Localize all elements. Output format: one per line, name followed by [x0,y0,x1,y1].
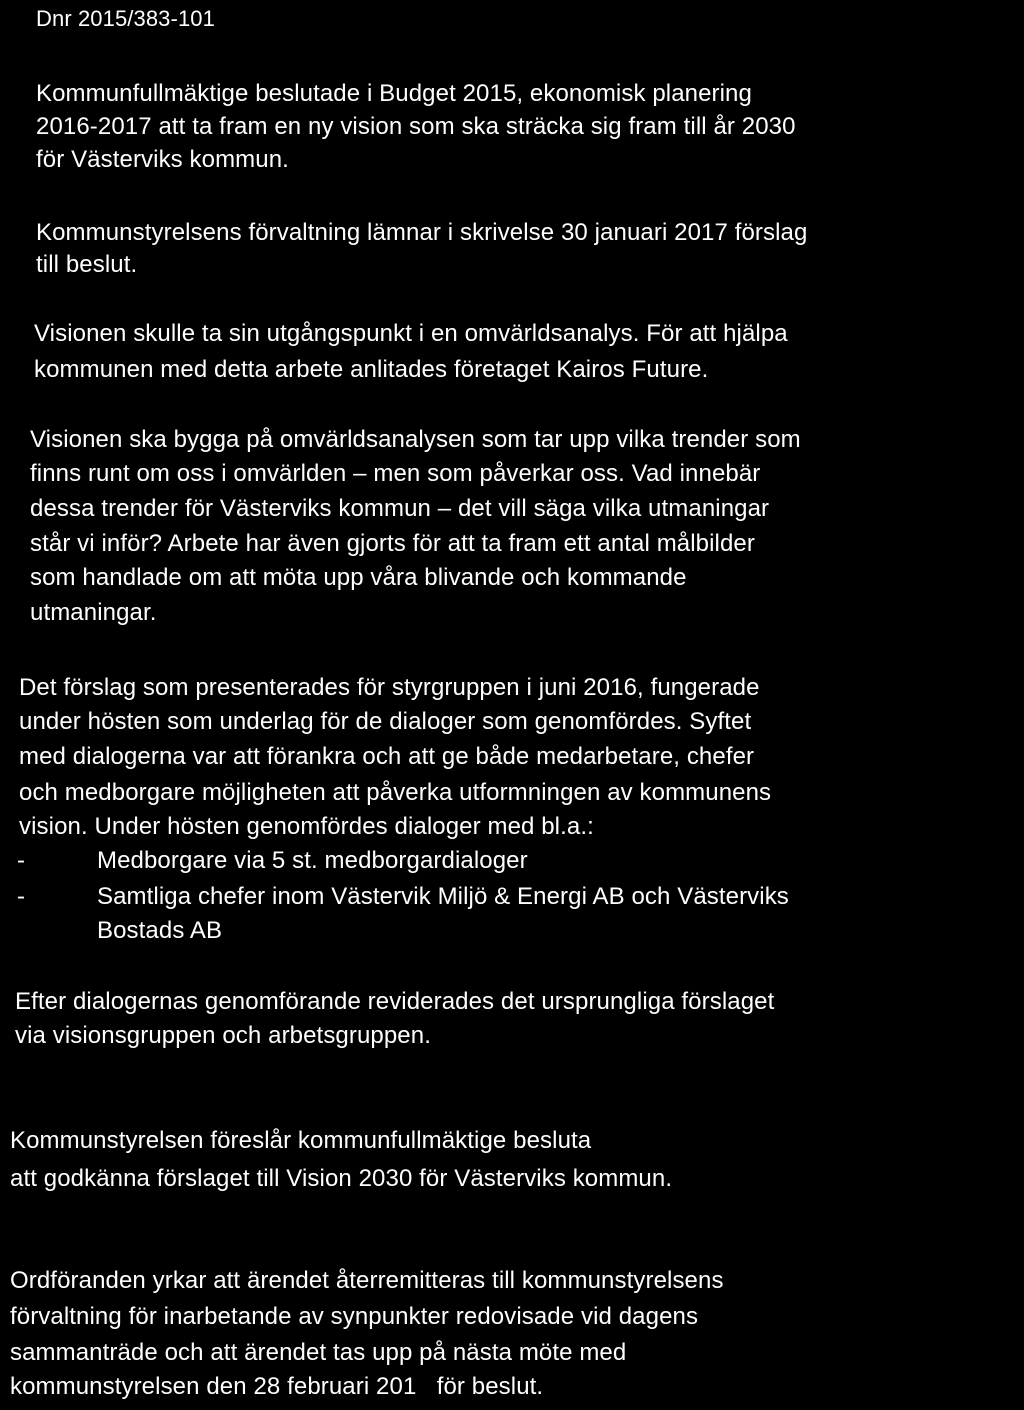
paragraph-3-line-1: Visionen skulle ta sin utgångspunkt i en omvärldsanalys. För att hjälpa [34,320,788,347]
reference-number: Dnr 2015/383-101 [36,6,215,31]
paragraph-1-line-2: 2016-2017 att ta fram en ny vision som ska sträcka sig fram till år 2030 [36,113,796,140]
paragraph-5-line-1: Det förslag som presenterades för styrgruppen i juni 2016, fungerade [19,674,760,701]
paragraph-4-line-5: som handlade om att möta upp våra blivande och kommande [30,564,687,591]
paragraph-8-line-1: Ordföranden yrkar att ärendet återremitteras till kommunstyrelsens [10,1267,724,1294]
paragraph-5-line-3: med dialogerna var att förankra och att ge både medarbetare, chefer [19,743,755,770]
bullet-2-text-line-2: Bostads AB [97,917,223,944]
paragraph-1-line-3: för Västerviks kommun. [36,146,289,173]
paragraph-4-line-4: står vi inför? Arbete har även gjorts för att ta fram ett antal målbilder [30,530,755,557]
bullet-1-text: Medborgare via 5 st. medborgardialoger [97,847,528,874]
paragraph-6-line-2: via visionsgruppen och arbetsgruppen. [15,1022,431,1049]
paragraph-7-line-2: att godkänna förslaget till Vision 2030 för Västerviks kommun. [10,1165,673,1192]
paragraph-4-line-3: dessa trender för Västerviks kommun – det vill säga vilka utmaningar [30,495,770,522]
bullet-2-text-line-1: Samtliga chefer inom Västervik Miljö & Energi AB och Västerviks [97,883,789,910]
paragraph-4-line-1: Visionen ska bygga på omvärldsanalysen som tar upp vilka trender som [30,426,801,453]
paragraph-5-line-5: vision. Under hösten genomfördes dialoger med bl.a.: [19,813,594,840]
bullet-dash: - [17,847,25,874]
paragraph-8-line-3: sammanträde och att ärendet tas upp på nästa möte med [10,1339,627,1366]
paragraph-4-line-2: finns runt om oss i omvärlden – men som påverkar oss. Vad innebär [30,460,761,487]
paragraph-1-line-1: Kommunfullmäktige beslutade i Budget 2015, ekonomisk planering [36,80,752,107]
paragraph-5-line-4: och medborgare möjligheten att påverka utformningen av kommunens [19,779,772,806]
paragraph-2-line-2: till beslut. [36,251,138,278]
paragraph-8-line-4: kommunstyrelsen den 28 februari 201 för beslut. [10,1373,544,1400]
paragraph-7-line-1: Kommunstyrelsen föreslår kommunfullmäktige besluta [10,1127,592,1154]
paragraph-2-line-1: Kommunstyrelsens förvaltning lämnar i skrivelse 30 januari 2017 förslag [36,219,808,246]
bullet-dash: - [17,883,25,910]
paragraph-3-line-2: kommunen med detta arbete anlitades företaget Kairos Future. [34,356,709,383]
paragraph-8-line-2: förvaltning för inarbetande av synpunkter redovisade vid dagens [10,1303,699,1330]
paragraph-5-line-2: under hösten som underlag för de dialoger som genomfördes. Syftet [19,708,752,735]
paragraph-4-line-6: utmaningar. [30,599,157,626]
paragraph-6-line-1: Efter dialogernas genomförande reviderades det ursprungliga förslaget [15,988,775,1015]
